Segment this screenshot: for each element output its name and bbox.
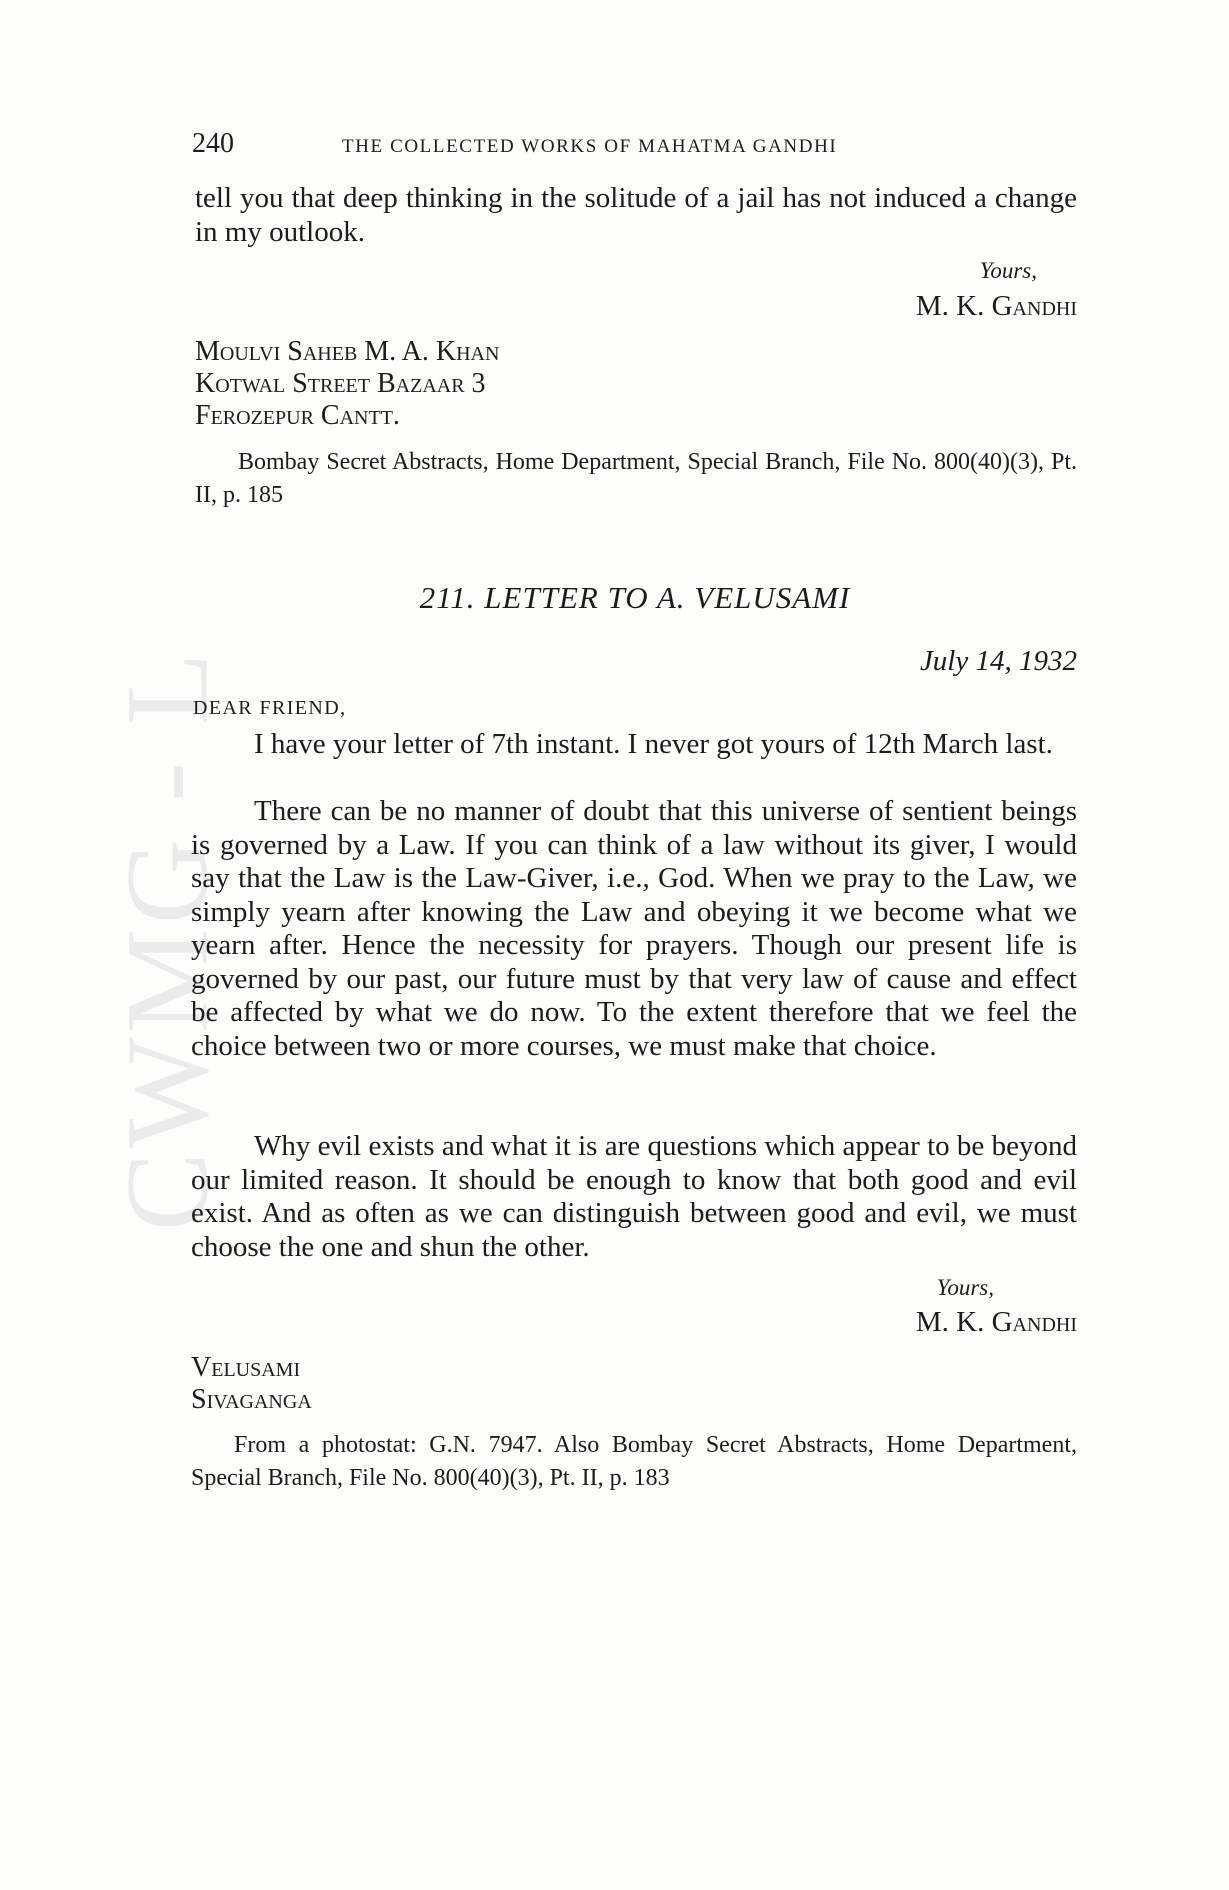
address-line: Velusami: [191, 1352, 301, 1383]
letter-signature: M. K. Gandhi: [915, 1306, 1077, 1338]
letter-address: [191, 1352, 312, 1416]
letter-paragraph: There can be no manner of doubt that this universe of sentient beings is governed by a Law. If you can think of a law without its giver, I would say that the Law is the Law-Giver, i.e., God. When we pray to the Law, we simply yearn after knowing the Law and obeying it we become what we yearn after. Hence the necessity for prayers. Though our present life is governed by our past, our future must by that very law of cause and effect be affected by what we do now. To the extent therefore that we feel the choice between two or more courses, we must make that choice.: [191, 795, 1077, 1062]
address-line: Kotwal Street Bazaar 3: [195, 368, 486, 399]
prev-letter-source: Bombay Secret Abstracts, Home Department, Special Branch, File No. 800(40)(3), Pt. II, p. 185: [195, 449, 1077, 508]
letter-title: 211. LETTER TO A. VELUSAMI: [419, 580, 851, 615]
page-number: 240: [192, 128, 234, 159]
letter-date: July 14, 1932: [919, 645, 1077, 677]
address-line: Sivaganga: [191, 1384, 312, 1415]
page-header: [192, 128, 1078, 162]
prev-letter-address: [195, 336, 499, 432]
running-title: THE COLLECTED WORKS OF MAHATMA GANDHI: [342, 136, 838, 157]
prev-letter-body: tell you that deep thinking in the solitude of a jail has not induced a change in my outlook.: [195, 182, 1077, 248]
signature-row: [191, 1306, 1077, 1342]
letter-date-row: [195, 645, 1077, 683]
prev-letter-closing: Yours,: [979, 258, 1037, 283]
closing-row: [191, 1275, 994, 1305]
watermark-text: CWMG - L: [101, 648, 232, 1232]
address-line: Moulvi Saheb M. A. Khan: [195, 336, 500, 367]
letter-source: From a photostat: G.N. 7947. Also Bombay Secret Abstracts, Home Department, Special Branch, File No. 800(40)(3), Pt. II, p. 183: [191, 1432, 1077, 1491]
letter-closing: Yours,: [936, 1275, 994, 1300]
prev-letter-signature: M. K. Gandhi: [915, 290, 1077, 322]
prev-signature-row: [195, 290, 1077, 326]
letter-paragraph: Why evil exists and what it is are questions which appear to be beyond our limited reason. It should be enough to know that both good and evil exist. And as often as we can distinguish between good and evil, we must choose the one and shun the other.: [191, 1130, 1077, 1263]
address-line: Ferozepur Cantt.: [195, 400, 400, 431]
prev-closing-row: [195, 258, 1037, 288]
letter-paragraph: I have your letter of 7th instant. I never got yours of 12th March last.: [254, 728, 1053, 760]
salutation: DEAR FRIEND,: [193, 697, 347, 719]
